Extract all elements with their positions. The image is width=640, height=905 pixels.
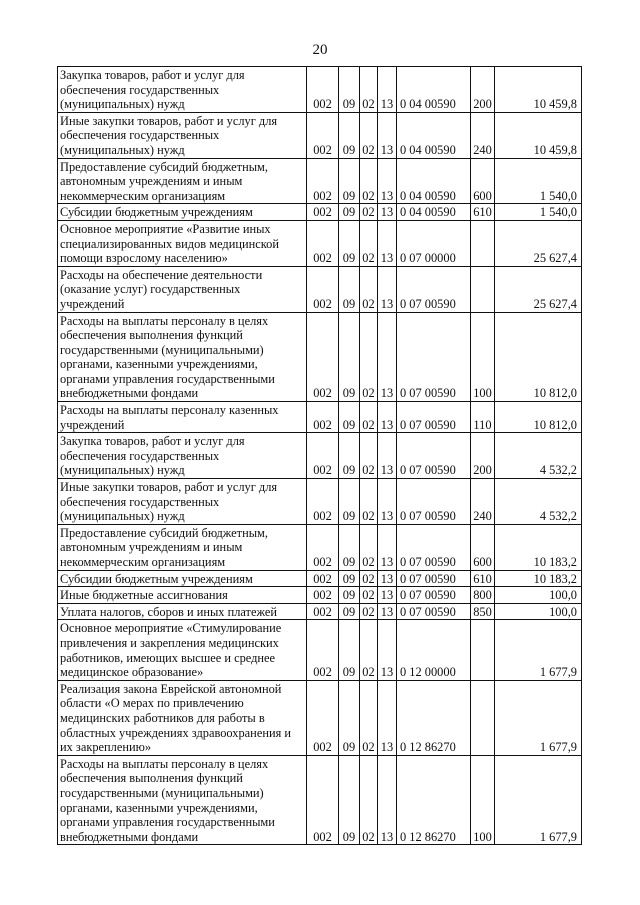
expense-name-cell xyxy=(58,587,307,604)
expense-name-line: обеспечения государственных xyxy=(60,494,220,509)
table-row xyxy=(58,158,582,204)
subsection-code-cell: 02 xyxy=(360,680,378,755)
expense-name-line: государственными (муниципальными) xyxy=(60,342,264,357)
expense-name-line: работников, имеющих высшее и среднее xyxy=(60,650,276,665)
expense-name-line: автономным учреждениям и иным xyxy=(60,540,243,555)
expense-name-line: Предоставление субсидий бюджетным, xyxy=(60,159,268,174)
expense-name-line: Иные бюджетные ассигнования xyxy=(60,588,228,603)
expense-kind-cell: 240 xyxy=(471,112,495,158)
program-code-cell: 13 xyxy=(378,587,397,604)
amount-cell: 4 532,2 xyxy=(495,479,582,525)
expense-name-line: обеспечения государственных xyxy=(60,128,220,143)
section-code-cell: 09 xyxy=(339,433,360,479)
expense-name-line: Основное мероприятие «Стимулирование xyxy=(60,621,282,636)
amount-cell: 1 677,9 xyxy=(495,755,582,845)
expense-name-line: органами, казенными учреждениями, xyxy=(60,800,258,815)
subsection-code-cell: 02 xyxy=(360,755,378,845)
expense-name-line: учреждений xyxy=(60,417,125,432)
target-article-cell: 0 07 00590 xyxy=(397,587,471,604)
table-row xyxy=(58,433,582,479)
subsection-code-cell: 02 xyxy=(360,158,378,204)
expense-kind-cell: 600 xyxy=(471,524,495,570)
ministry-code-cell: 002 xyxy=(307,158,339,204)
expense-name-line: Расходы на обеспечение деятельности xyxy=(60,267,263,282)
program-code-cell: 13 xyxy=(378,158,397,204)
amount-cell: 10 183,2 xyxy=(495,524,582,570)
section-code-cell: 09 xyxy=(339,402,360,433)
expense-name-line: Основное мероприятие «Развитие иных xyxy=(60,221,271,236)
target-article-cell: 0 07 00590 xyxy=(397,524,471,570)
program-code-cell: 13 xyxy=(378,402,397,433)
target-article-cell: 0 07 00590 xyxy=(397,479,471,525)
program-code-cell: 13 xyxy=(378,524,397,570)
ministry-code-cell: 002 xyxy=(307,620,339,680)
expense-name-line: государственными (муниципальными) xyxy=(60,785,264,800)
subsection-code-cell: 02 xyxy=(360,433,378,479)
expense-name-cell xyxy=(58,620,307,680)
program-code-cell: 13 xyxy=(378,570,397,587)
program-code-cell: 13 xyxy=(378,312,397,402)
amount-cell: 1 540,0 xyxy=(495,204,582,221)
section-code-cell: 09 xyxy=(339,158,360,204)
program-code-cell: 13 xyxy=(378,266,397,312)
expense-name-line: Предоставление субсидий бюджетным, xyxy=(60,525,268,540)
subsection-code-cell: 02 xyxy=(360,603,378,620)
subsection-code-cell: 02 xyxy=(360,204,378,221)
expense-name-line: обеспечения государственных xyxy=(60,448,220,463)
expense-name-line: привлечения и закрепления медицинских xyxy=(60,635,279,650)
expense-name-line: Расходы на выплаты персоналу в целях xyxy=(60,313,269,328)
ministry-code-cell: 002 xyxy=(307,67,339,113)
section-code-cell: 09 xyxy=(339,67,360,113)
amount-cell: 1 677,9 xyxy=(495,620,582,680)
subsection-code-cell: 02 xyxy=(360,220,378,266)
table-row xyxy=(58,112,582,158)
expense-name-cell xyxy=(58,524,307,570)
expense-name-cell xyxy=(58,112,307,158)
expense-kind-cell: 110 xyxy=(471,402,495,433)
expense-name-line: внебюджетными фондами xyxy=(60,386,199,401)
section-code-cell: 09 xyxy=(339,204,360,221)
expense-kind-cell: 610 xyxy=(471,204,495,221)
program-code-cell: 13 xyxy=(378,680,397,755)
section-code-cell: 09 xyxy=(339,220,360,266)
expense-name-cell xyxy=(58,312,307,402)
expense-name-line: медицинское образование» xyxy=(60,665,204,680)
expense-name-line: специализированных видов медицинской xyxy=(60,236,279,251)
table-row xyxy=(58,67,582,113)
ministry-code-cell: 002 xyxy=(307,680,339,755)
expense-name-line: (оказание услуг) государственных xyxy=(60,282,241,297)
expense-name-cell xyxy=(58,570,307,587)
expense-name-cell xyxy=(58,158,307,204)
expense-kind-cell xyxy=(471,620,495,680)
program-code-cell: 13 xyxy=(378,479,397,525)
subsection-code-cell: 02 xyxy=(360,112,378,158)
expense-name-line: областных учреждениях здравоохранения и xyxy=(60,725,292,740)
subsection-code-cell: 02 xyxy=(360,67,378,113)
expense-kind-cell: 600 xyxy=(471,158,495,204)
subsection-code-cell: 02 xyxy=(360,587,378,604)
expense-name-line: Расходы на выплаты персоналу в целях xyxy=(60,756,269,771)
section-code-cell: 09 xyxy=(339,312,360,402)
target-article-cell: 0 07 00590 xyxy=(397,570,471,587)
expense-name-line: Закупка товаров, работ и услуг для xyxy=(60,434,245,449)
program-code-cell: 13 xyxy=(378,620,397,680)
expense-name-cell xyxy=(58,479,307,525)
ministry-code-cell: 002 xyxy=(307,587,339,604)
ministry-code-cell: 002 xyxy=(307,112,339,158)
amount-cell: 10 459,8 xyxy=(495,112,582,158)
expense-name-line: некоммерческим организациям xyxy=(60,188,226,203)
expense-name-line: Расходы на выплаты персоналу казенных xyxy=(60,403,279,418)
amount-cell: 100,0 xyxy=(495,587,582,604)
expense-name-cell xyxy=(58,67,307,113)
ministry-code-cell: 002 xyxy=(307,402,339,433)
section-code-cell: 09 xyxy=(339,620,360,680)
table-row xyxy=(58,402,582,433)
table-row xyxy=(58,620,582,680)
amount-cell: 100,0 xyxy=(495,603,582,620)
target-article-cell: 0 07 00590 xyxy=(397,433,471,479)
target-article-cell: 0 07 00000 xyxy=(397,220,471,266)
subsection-code-cell: 02 xyxy=(360,620,378,680)
expense-name-line: учреждений xyxy=(60,296,125,311)
expense-name-line: помощи взрослому населению» xyxy=(60,251,228,266)
expense-kind-cell: 610 xyxy=(471,570,495,587)
section-code-cell: 09 xyxy=(339,587,360,604)
table-row xyxy=(58,204,582,221)
expense-name-cell xyxy=(58,402,307,433)
table-row xyxy=(58,603,582,620)
page-number: 20 xyxy=(312,42,328,58)
target-article-cell: 0 12 86270 xyxy=(397,680,471,755)
expense-kind-cell: 800 xyxy=(471,587,495,604)
program-code-cell: 13 xyxy=(378,67,397,113)
table-row xyxy=(58,266,582,312)
ministry-code-cell: 002 xyxy=(307,312,339,402)
ministry-code-cell: 002 xyxy=(307,524,339,570)
target-article-cell: 0 12 00000 xyxy=(397,620,471,680)
expense-kind-cell: 100 xyxy=(471,755,495,845)
table-row xyxy=(58,479,582,525)
expense-name-cell xyxy=(58,266,307,312)
amount-cell: 10 812,0 xyxy=(495,312,582,402)
program-code-cell: 13 xyxy=(378,112,397,158)
expense-name-line: Иные закупки товаров, работ и услуг для xyxy=(60,113,278,128)
ministry-code-cell: 002 xyxy=(307,266,339,312)
expense-name-line: (муниципальных) нужд xyxy=(60,463,185,478)
subsection-code-cell: 02 xyxy=(360,312,378,402)
expense-name-line: некоммерческим организациям xyxy=(60,555,226,569)
expense-name-cell xyxy=(58,603,307,620)
target-article-cell: 0 07 00590 xyxy=(397,266,471,312)
table-row xyxy=(58,587,582,604)
program-code-cell: 13 xyxy=(378,755,397,845)
target-article-cell: 0 04 00590 xyxy=(397,112,471,158)
table-row xyxy=(58,312,582,402)
amount-cell: 4 532,2 xyxy=(495,433,582,479)
section-code-cell: 09 xyxy=(339,755,360,845)
expense-kind-cell: 100 xyxy=(471,312,495,402)
section-code-cell: 09 xyxy=(339,266,360,312)
table-row xyxy=(58,680,582,755)
expense-kind-cell xyxy=(471,220,495,266)
ministry-code-cell: 002 xyxy=(307,220,339,266)
expense-name-line: их закреплению» xyxy=(60,740,152,755)
expense-name-line: обеспечения выполнения функций xyxy=(60,771,243,786)
expense-kind-cell: 850 xyxy=(471,603,495,620)
subsection-code-cell: 02 xyxy=(360,570,378,587)
section-code-cell: 09 xyxy=(339,112,360,158)
program-code-cell: 13 xyxy=(378,433,397,479)
expense-name-line: (муниципальных) нужд xyxy=(60,97,185,112)
program-code-cell: 13 xyxy=(378,603,397,620)
expense-name-line: Уплата налогов, сборов и иных платежей xyxy=(60,604,278,619)
target-article-cell: 0 04 00590 xyxy=(397,158,471,204)
amount-cell: 25 627,4 xyxy=(495,266,582,312)
amount-cell: 10 183,2 xyxy=(495,570,582,587)
expense-name-cell xyxy=(58,204,307,221)
amount-cell: 10 812,0 xyxy=(495,402,582,433)
subsection-code-cell: 02 xyxy=(360,402,378,433)
table-row xyxy=(58,755,582,845)
ministry-code-cell: 002 xyxy=(307,204,339,221)
budget-table-body xyxy=(58,67,582,845)
program-code-cell: 13 xyxy=(378,220,397,266)
amount-cell: 25 627,4 xyxy=(495,220,582,266)
table-row xyxy=(58,524,582,570)
program-code-cell: 13 xyxy=(378,204,397,221)
subsection-code-cell: 02 xyxy=(360,524,378,570)
expense-name-line: автономным учреждениям и иным xyxy=(60,174,243,189)
section-code-cell: 09 xyxy=(339,603,360,620)
expense-kind-cell xyxy=(471,266,495,312)
budget-table xyxy=(57,66,582,845)
target-article-cell: 0 07 00590 xyxy=(397,603,471,620)
table-row xyxy=(58,570,582,587)
expense-name-line: Иные закупки товаров, работ и услуг для xyxy=(60,480,278,495)
expense-name-line: (муниципальных) нужд xyxy=(60,509,185,524)
ministry-code-cell: 002 xyxy=(307,570,339,587)
target-article-cell: 0 12 86270 xyxy=(397,755,471,845)
expense-name-line: обеспечения выполнения функций xyxy=(60,328,243,343)
target-article-cell: 0 04 00590 xyxy=(397,67,471,113)
expense-name-line: Закупка товаров, работ и услуг для xyxy=(60,68,245,82)
expense-name-line: органами управления государственными xyxy=(60,815,275,830)
section-code-cell: 09 xyxy=(339,524,360,570)
subsection-code-cell: 02 xyxy=(360,479,378,525)
ministry-code-cell: 002 xyxy=(307,603,339,620)
expense-name-line: (муниципальных) нужд xyxy=(60,142,185,157)
ministry-code-cell: 002 xyxy=(307,479,339,525)
amount-cell: 10 459,8 xyxy=(495,67,582,113)
expense-name-line: органами, казенными учреждениями, xyxy=(60,357,258,372)
table-row xyxy=(58,220,582,266)
expense-name-line: Субсидии бюджетным учреждениям xyxy=(60,205,253,220)
expense-name-cell xyxy=(58,680,307,755)
expense-name-cell xyxy=(58,433,307,479)
ministry-code-cell: 002 xyxy=(307,433,339,479)
expense-name-line: обеспечения государственных xyxy=(60,82,220,97)
target-article-cell: 0 07 00590 xyxy=(397,312,471,402)
target-article-cell: 0 07 00590 xyxy=(397,402,471,433)
amount-cell: 1 677,9 xyxy=(495,680,582,755)
expense-name-line: органами управления государственными xyxy=(60,371,275,386)
expense-name-line: Субсидии бюджетным учреждениям xyxy=(60,571,253,586)
expense-kind-cell: 240 xyxy=(471,479,495,525)
expense-name-line: Реализация закона Еврейской автономной xyxy=(60,681,282,696)
expense-name-line: области «О мерах по привлечению xyxy=(60,696,244,711)
target-article-cell: 0 04 00590 xyxy=(397,204,471,221)
ministry-code-cell: 002 xyxy=(307,755,339,845)
expense-kind-cell: 200 xyxy=(471,67,495,113)
expense-name-line: внебюджетными фондами xyxy=(60,829,199,844)
expense-kind-cell: 200 xyxy=(471,433,495,479)
amount-cell: 1 540,0 xyxy=(495,158,582,204)
subsection-code-cell: 02 xyxy=(360,266,378,312)
expense-name-cell xyxy=(58,220,307,266)
expense-name-cell xyxy=(58,755,307,845)
section-code-cell: 09 xyxy=(339,479,360,525)
expense-name-line: медицинских работников для работы в xyxy=(60,710,265,725)
expense-kind-cell xyxy=(471,680,495,755)
section-code-cell: 09 xyxy=(339,570,360,587)
section-code-cell: 09 xyxy=(339,680,360,755)
